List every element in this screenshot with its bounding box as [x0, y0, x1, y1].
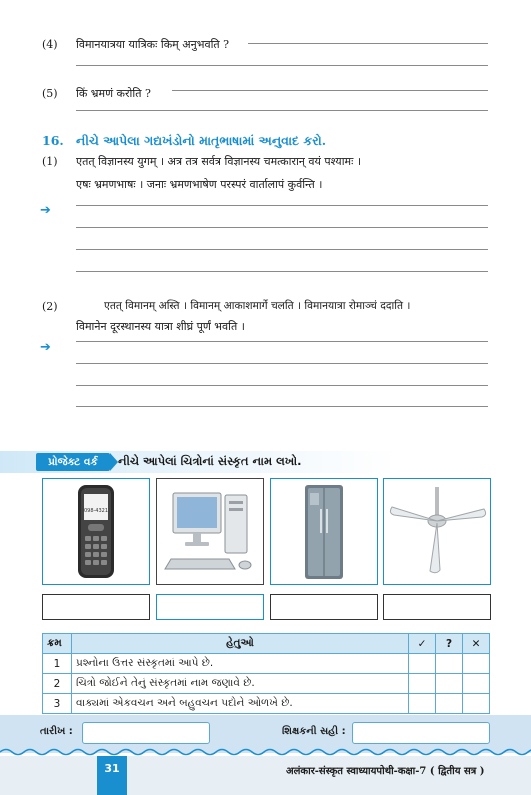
answer-box-2[interactable]	[156, 594, 264, 620]
cross-cell[interactable]	[463, 674, 490, 694]
teacher-signature-label: શિક્ષકની સહી :	[282, 726, 346, 737]
answer-line[interactable]	[76, 110, 488, 111]
answer-line[interactable]	[248, 43, 488, 44]
arrow-icon: ➔	[40, 203, 51, 218]
cross-cell[interactable]	[463, 654, 490, 674]
question-5-text: किं भ्रमणं करोति ?	[76, 87, 151, 100]
answer-line[interactable]	[76, 249, 488, 250]
answer-line[interactable]	[76, 341, 488, 342]
table-row	[43, 674, 490, 694]
question-icon: ?	[436, 634, 463, 654]
answer-line[interactable]	[76, 271, 488, 272]
passage-1-line-2: एषः भ्रमणभाषः । जनाः भ्रमणभाषेण परस्परं वार्तालापं कुर्वन्ति ।	[76, 178, 323, 191]
answer-box-3[interactable]	[270, 594, 378, 620]
cross-icon: ✕	[463, 634, 490, 654]
passage-2-number: (2)	[42, 300, 58, 313]
answer-box-1[interactable]	[42, 594, 150, 620]
check-cell[interactable]	[409, 694, 436, 714]
row-number: 2	[43, 674, 72, 694]
date-field[interactable]	[82, 722, 210, 744]
answer-line[interactable]	[76, 406, 488, 407]
question-cell[interactable]	[436, 674, 463, 694]
date-label: તારીખ :	[40, 726, 73, 737]
section-16-title: નીચે આપેલા ગદ્યખંડોનો માતૃભાષામાં અનુવાદ કરો.	[76, 133, 327, 148]
section-16-number: 16.	[42, 133, 64, 148]
column-header-objectives: હેતુઓ	[72, 634, 409, 654]
check-icon: ✓	[409, 634, 436, 654]
table-row	[43, 694, 490, 714]
question-cell[interactable]	[436, 654, 463, 674]
answer-line[interactable]	[76, 227, 488, 228]
passage-1-number: (1)	[42, 155, 58, 168]
computer-picture	[156, 478, 264, 585]
ceiling-fan-picture	[383, 478, 491, 585]
passage-1-line-1: एतत् विज्ञानस्य युगम् । अत्र तत्र सर्वत्र विज्ञानस्य चमत्कारान् वयं पश्यामः ।	[76, 155, 362, 168]
answer-line[interactable]	[76, 385, 488, 386]
answer-line[interactable]	[76, 65, 488, 66]
question-4-text: विमानयात्रया यात्रिकः किम् अनुभवति ?	[76, 38, 230, 51]
page-number: 31	[97, 756, 127, 795]
check-cell[interactable]	[409, 654, 436, 674]
column-header-serial: ક્રમ	[43, 634, 72, 654]
question-cell[interactable]	[436, 694, 463, 714]
question-5-number: (5)	[42, 87, 58, 100]
teacher-signature-field[interactable]	[352, 722, 490, 744]
answer-line[interactable]	[76, 205, 488, 206]
table-row	[43, 654, 490, 674]
row-objective: ચિત્રો જોઈને તેનું સંસ્કૃતમાં નામ જણાવે છે.	[72, 674, 409, 694]
phone-screen-number: 098-4321	[83, 508, 109, 514]
self-assessment-table	[42, 633, 490, 714]
project-instruction: નીચે આપેલાં ચિત્રોનાં સંસ્કૃત નામ લખો.	[118, 454, 302, 468]
arrow-icon: ➔	[40, 340, 51, 355]
project-work-label: પ્રોજેક્ટ વર્ક	[36, 453, 110, 471]
cross-cell[interactable]	[463, 694, 490, 714]
row-objective: વાક્યમાં એકવચન અને બહુવચન પદોને ઓળખે છે.	[72, 694, 409, 714]
question-4-number: (4)	[42, 38, 58, 51]
mobile-phone-picture	[42, 478, 150, 585]
answer-line[interactable]	[172, 90, 488, 91]
passage-2-line-1: एतत् विमानम् अस्ति । विमानम् आकाशमार्गे चलति । विमानयात्रा रोमाञ्चं ददाति ।	[104, 300, 411, 312]
answer-box-4[interactable]	[383, 594, 491, 620]
row-number: 1	[43, 654, 72, 674]
answer-line[interactable]	[76, 363, 488, 364]
row-number: 3	[43, 694, 72, 714]
row-objective: પ્રશ્નોના ઉત્તર સંસ્કૃતમાં આપે છે.	[72, 654, 409, 674]
passage-2-line-2: विमानेन दूरस्थानस्य यात्रा शीघ्रं पूर्णं भवति ।	[76, 320, 245, 333]
book-title: अलंकार-संस्कृत स्वाध्यायपोथी-कक्षा-7 ( द्वितीय सत्र )	[286, 766, 485, 777]
check-cell[interactable]	[409, 674, 436, 694]
refrigerator-picture	[270, 478, 378, 585]
